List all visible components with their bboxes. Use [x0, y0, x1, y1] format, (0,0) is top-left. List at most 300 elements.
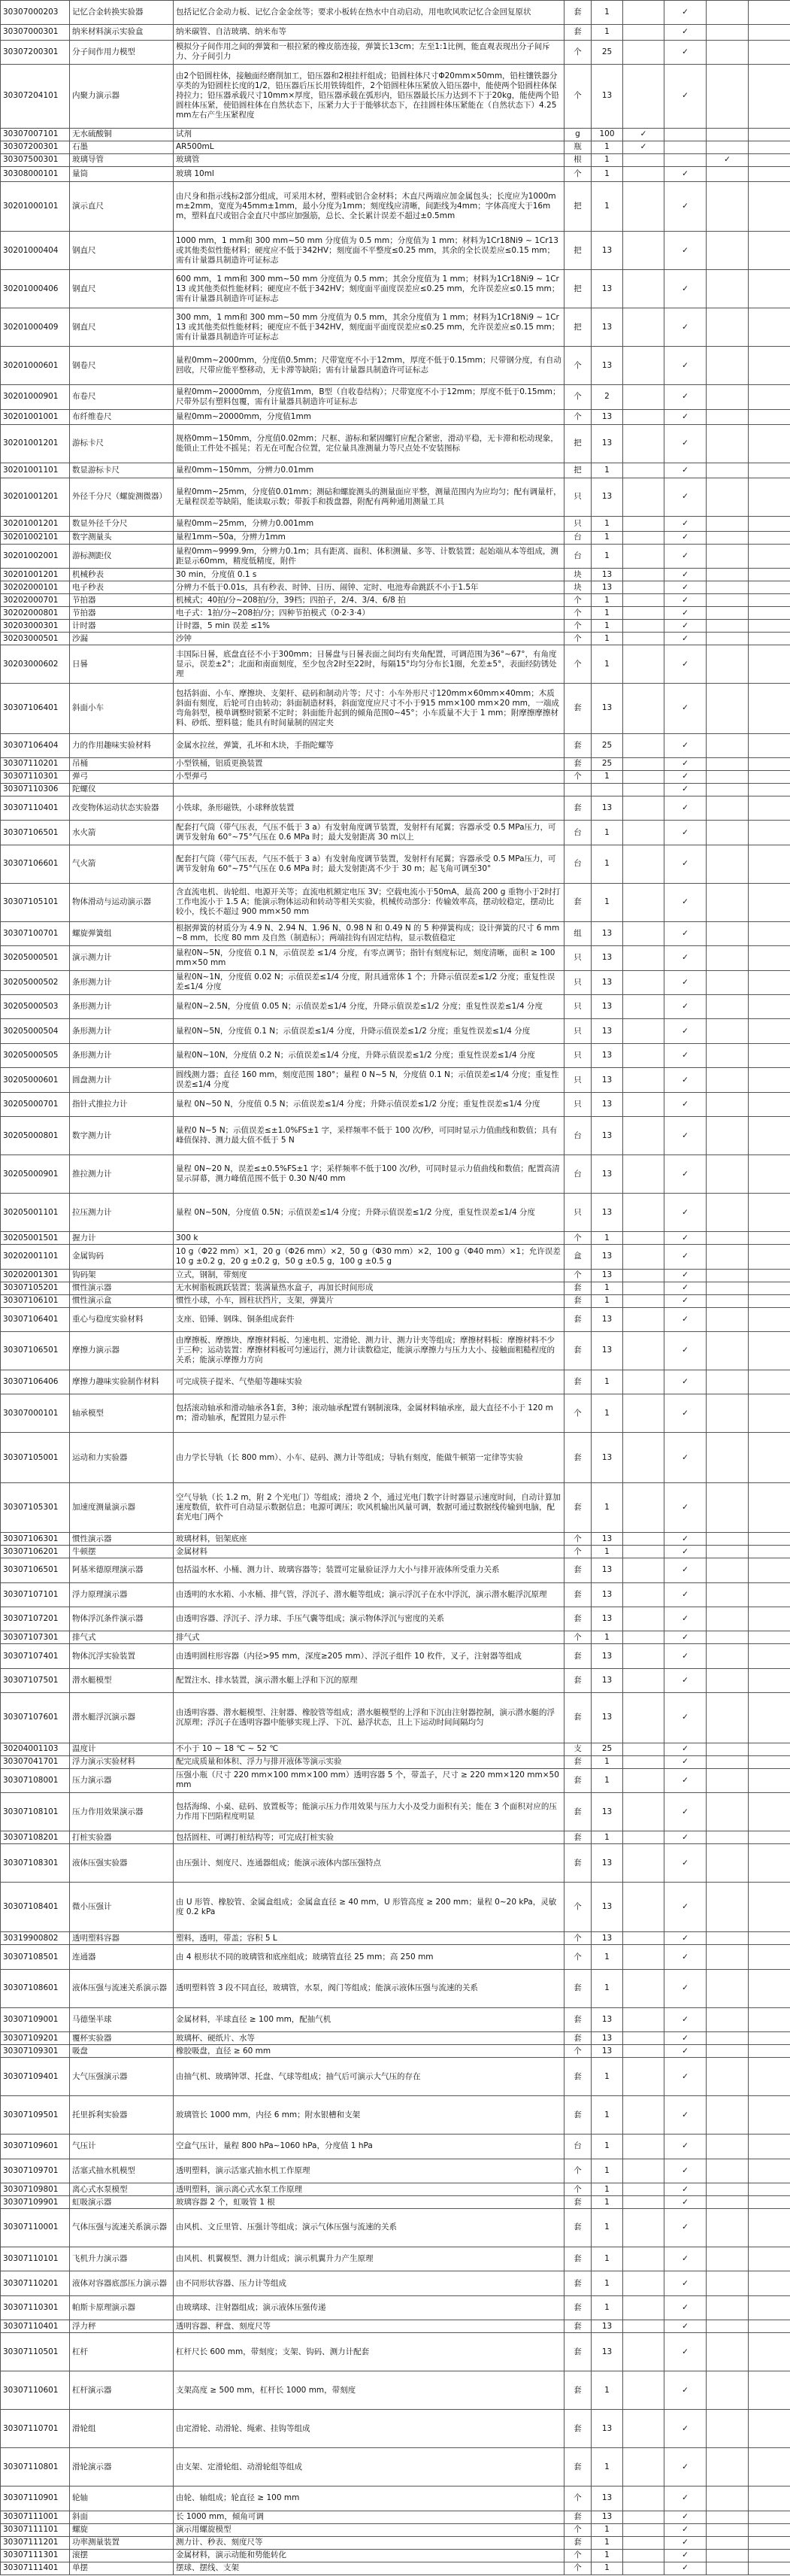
item-check-col4: [749, 1755, 790, 1768]
table-row: [1, 921, 790, 945]
table-row: [1, 1582, 790, 1607]
item-quantity: 1: [592, 1755, 623, 1768]
item-quantity: 13: [592, 1117, 623, 1155]
item-check-col3: [707, 1768, 749, 1792]
item-check-col2: ✓: [664, 2523, 707, 2536]
item-code: 30307107601: [1, 1693, 70, 1743]
item-check-col3: [707, 770, 749, 783]
item-check-col4: [749, 1533, 790, 1546]
item-name: 吊桶: [70, 757, 174, 770]
item-check-col1: [623, 181, 664, 231]
item-quantity: 13: [592, 424, 623, 463]
item-name: 滑轮组: [70, 2410, 174, 2448]
item-name: 功率测量装置: [70, 2536, 174, 2549]
item-check-col4: [749, 645, 790, 684]
item-description: [174, 783, 565, 796]
item-unit: g: [565, 128, 592, 141]
item-check-col3: [707, 1558, 749, 1582]
item-check-col3: [707, 796, 749, 820]
item-check-col4: [749, 2410, 790, 2448]
item-check-col4: [749, 569, 790, 581]
item-check-col2: ✓: [664, 845, 707, 883]
item-code: 30307000101: [1, 1394, 70, 1433]
item-check-col2: ✓: [664, 970, 707, 994]
item-quantity: 1: [592, 1631, 623, 1644]
item-check-col1: [623, 385, 664, 409]
item-check-col1: [623, 921, 664, 945]
table-row: [1, 796, 790, 820]
table-row: [1, 516, 790, 531]
item-description: 配套打气筒（带气压表，气压不低于 3 a）有发射角度调节装置，发射杆有尾翼；容器承受 0.5 MPa压力，可调节发射角 60°~75°气压在 0.6 MPa 时；最大发射距离 30 m以上: [174, 821, 565, 845]
item-description: 量程0mm~25mm，分辨力0.001mm: [174, 516, 565, 531]
item-code: 30201000601: [1, 347, 70, 385]
table-row: [1, 1793, 790, 1831]
item-quantity: 1: [592, 2096, 623, 2135]
item-check-col4: [749, 921, 790, 945]
item-code: 30307110901: [1, 2486, 70, 2511]
item-check-col4: [749, 1068, 790, 1092]
item-name: 杠杆演示器: [70, 2371, 174, 2410]
item-check-col1: [623, 684, 664, 733]
item-check-col4: [749, 1793, 790, 1831]
item-description: 分辨力不低于0.01s，具有秒表、时钟、日历、闹钟、定时、电池寿命跳跃不小于1.5年: [174, 581, 565, 594]
table-row: [1, 2183, 790, 2196]
table-row: [1, 141, 790, 153]
table-row: [1, 2209, 790, 2247]
item-unit: 台: [565, 544, 592, 568]
item-quantity: 2: [592, 385, 623, 409]
item-check-col1: [623, 1117, 664, 1155]
table-row: [1, 424, 790, 463]
item-check-col1: [623, 1945, 664, 1969]
item-description: 1000 mm，1 mm和 300 mm~50 mm 分度值为 0.5 mm；分度值为 1 mm；材料为1Cr18Ni9 ~ 1Cr13 或其他类似性能材料；硬度应不低于342HV；刻度面不平整度≤0.25 mm，其余的全长误差应≤0.15 mm；需有计量器具制造许可证标志: [174, 232, 565, 270]
item-check-col2: ✓: [664, 1844, 707, 1883]
table-row: [1, 783, 790, 796]
item-unit: 套: [565, 25, 592, 40]
item-check-col2: ✓: [664, 783, 707, 796]
table-row: [1, 1945, 790, 1969]
item-check-col2: ✓: [664, 1019, 707, 1043]
item-description: 包括海绵、小桌、砝码、放置板等；能演示压力作用效果与压力大小及受力面积有关；能在 3 个面积对应的压力作用下凹陷程度明显: [174, 1793, 565, 1831]
item-quantity: 13: [592, 2045, 623, 2058]
item-check-col2: ✓: [664, 1945, 707, 1969]
item-unit: 套: [565, 2032, 592, 2045]
table-row: [1, 1932, 790, 1945]
item-name: 钢卷尺: [70, 347, 174, 385]
item-check-col1: [623, 166, 664, 181]
item-quantity: 13: [592, 1844, 623, 1883]
item-description: 可完成筷子提米、气垫船等趣味实验: [174, 1370, 565, 1394]
item-unit: 块: [565, 569, 592, 581]
item-check-col3: [707, 645, 749, 684]
item-unit: 套: [565, 1668, 592, 1692]
item-unit: 把: [565, 308, 592, 347]
item-check-col2: ✓: [664, 1482, 707, 1532]
table-row: [1, 620, 790, 633]
item-name: 螺旋弹簧组: [70, 921, 174, 945]
item-check-col4: [749, 424, 790, 463]
item-quantity: 1: [592, 633, 623, 645]
item-quantity: 13: [592, 1092, 623, 1116]
item-quantity: 13: [592, 1793, 623, 1831]
item-check-col1: [623, 1269, 664, 1282]
item-check-col1: [623, 783, 664, 796]
item-code: 30205000502: [1, 970, 70, 994]
item-description: 30 min，分度值 0.1 s: [174, 569, 565, 581]
table-row: [1, 1370, 790, 1394]
item-name: 温度计: [70, 1743, 174, 1755]
item-description: 600 mm，1 mm和 300 mm~50 mm 分度值为 0.5 mm；其余分度值为 1 mm；材料为1Cr18Ni9 ~ 1Cr13 或其他类似性能材料；硬度应不低于342HV；刻度面平面度误差应≤0.25 mm，允许误差应≤0.15 mm；需有计量器具制造许可证标志: [174, 270, 565, 308]
item-quantity: 13: [592, 478, 623, 516]
item-unit: 套: [565, 2511, 592, 2523]
item-check-col3: [707, 232, 749, 270]
item-name: 液体压强实验器: [70, 1844, 174, 1883]
item-check-col4: [749, 2523, 790, 2536]
item-name: 物体滑动与运动演示器: [70, 883, 174, 921]
item-description: 塑料，透明，带盖；容积 5 L: [174, 1932, 565, 1945]
item-code: 30307200301: [1, 40, 70, 64]
item-check-col1: [623, 946, 664, 970]
item-quantity: 1: [592, 1546, 623, 1558]
item-code: 30307106501: [1, 821, 70, 845]
item-check-col4: [749, 153, 790, 166]
item-code: 30307109901: [1, 2196, 70, 2209]
table-row: [1, 478, 790, 516]
table-row: [1, 569, 790, 581]
item-check-col1: [623, 544, 664, 568]
table-row: [1, 1019, 790, 1043]
item-check-col3: [707, 1831, 749, 1844]
item-check-col2: ✓: [664, 995, 707, 1019]
item-check-col3: [707, 1482, 749, 1532]
item-check-col3: [707, 2183, 749, 2196]
table-row: [1, 821, 790, 845]
table-row: [1, 2333, 790, 2371]
item-code: 30307110601: [1, 2371, 70, 2410]
item-check-col3: [707, 757, 749, 770]
item-check-col3: [707, 2448, 749, 2486]
item-name: 压力作用效果演示器: [70, 1793, 174, 1831]
item-code: 30307107201: [1, 1607, 70, 1631]
item-description: 由摩擦板、摩擦块、摩擦材料板、匀速电机、定滑轮、测力计、测力计夹等组成；摩擦材料板：摩擦材料不少于三种；运动装置：摩擦材料板可匀速运行，测力计读数稳定，能演示摩擦力与压力大小、接触面粗糙程度的关系；能演示摩擦力方向: [174, 1331, 565, 1370]
item-check-col4: [749, 1433, 790, 1482]
item-quantity: 1: [592, 2135, 623, 2159]
item-check-col2: ✓: [664, 2209, 707, 2247]
item-check-col4: [749, 25, 790, 40]
table-row: [1, 2247, 790, 2271]
item-code: 30307108201: [1, 1831, 70, 1844]
item-check-col2: ✓: [664, 1793, 707, 1831]
item-check-col2: ✓: [664, 921, 707, 945]
item-check-col1: [623, 1932, 664, 1945]
item-description: 量程0mm~20000mm，分度值1mm: [174, 409, 565, 424]
item-check-col3: [707, 385, 749, 409]
item-description: 量程 0N~50 N，分度值 0.5 N；示值误差≤1/4 分度；升降示值误差≤1/2 分度；重复性误差≤1/4 分度: [174, 1092, 565, 1116]
item-check-col4: [749, 141, 790, 153]
item-name: 单摆: [70, 2562, 174, 2574]
table-row: [1, 970, 790, 994]
item-description: 由透明圆柱形容器（内径>95 mm，深度≥205 mm）、浮沉子组件 10 枚件，叉子，注射器等组成: [174, 1644, 565, 1668]
item-check-col3: [707, 733, 749, 757]
item-quantity: 13: [592, 1582, 623, 1607]
item-check-col1: [623, 153, 664, 166]
item-check-col1: [623, 2523, 664, 2536]
item-check-col4: [749, 308, 790, 347]
item-description: 配置注水、排水装置，演示潜水艇上浮和下沉的原理: [174, 1668, 565, 1692]
item-unit: 套: [565, 1831, 592, 1844]
item-check-col1: [623, 1282, 664, 1294]
item-unit: 只: [565, 946, 592, 970]
item-description: 由透明容器、潜水艇模型、注射器、橡胶管等组成；潜水艇模型的上浮和下沉由注射器控制，演示潜水艇的浮沉原理；浮沉子在透明容器中能够实现上浮、下沉、悬浮状态，且上下运动时间间隔均匀: [174, 1693, 565, 1743]
item-unit: 把: [565, 232, 592, 270]
item-description: 金属材料: [174, 1546, 565, 1558]
item-unit: 个: [565, 645, 592, 684]
item-check-col2: ✓: [664, 531, 707, 544]
item-check-col2: ✓: [664, 1068, 707, 1092]
item-name: 记忆合金转换实验器: [70, 1, 174, 25]
item-unit: 套: [565, 1, 592, 25]
item-code: 30203000602: [1, 645, 70, 684]
table-row: [1, 2135, 790, 2159]
item-check-col1: [623, 2536, 664, 2549]
item-check-col2: ✓: [664, 1331, 707, 1370]
item-check-col1: [623, 478, 664, 516]
table-row: [1, 1631, 790, 1644]
item-name: 拉压测力计: [70, 1194, 174, 1232]
item-check-col3: [707, 166, 749, 181]
item-check-col1: [623, 594, 664, 607]
item-check-col1: [623, 1558, 664, 1582]
table-row: [1, 757, 790, 770]
item-check-col4: [749, 1117, 790, 1155]
item-quantity: 13: [592, 1644, 623, 1668]
item-code: 30307109501: [1, 2096, 70, 2135]
item-description: 量程0mm~25mm，分度值0.01mm；测砧和螺旋测头的测量面应平整，测量范围内为应均匀；配有调量杆，无量程误差等缺陷，能读取示数；带扳手和拨盘器，附配有两种通用测量工具: [174, 478, 565, 516]
item-check-col2: ✓: [664, 385, 707, 409]
item-check-col2: ✓: [664, 463, 707, 478]
item-check-col1: [623, 1394, 664, 1433]
item-check-col4: [749, 1245, 790, 1269]
item-unit: 个: [565, 2183, 592, 2196]
item-unit: 个: [565, 385, 592, 409]
item-code: 30307110501: [1, 2333, 70, 2371]
item-name: 轮轴: [70, 2486, 174, 2511]
item-unit: 个: [565, 409, 592, 424]
item-unit: 把: [565, 463, 592, 478]
table-row: [1, 2295, 790, 2320]
item-check-col4: [749, 1932, 790, 1945]
item-name: 演示直尺: [70, 181, 174, 231]
item-quantity: 1: [592, 1394, 623, 1433]
item-check-col3: [707, 1092, 749, 1116]
item-name: 运动和力实验器: [70, 1433, 174, 1482]
item-unit: 个: [565, 1394, 592, 1433]
item-description: 根据弹簧的材质分为 4.9 N、2.94 N、1.96 N、0.98 N 和 0.49 N 的 5 种弹簧构成；设计弹簧的尺寸 6 mm~8 mm，长度 80 mm 及自然（制造标）；两端挂钩有固定结构，显示数值稳定: [174, 921, 565, 945]
table-row: [1, 594, 790, 607]
item-unit: 套: [565, 883, 592, 921]
item-check-col3: [707, 478, 749, 516]
item-check-col2: ✓: [664, 620, 707, 633]
item-unit: 套: [565, 2247, 592, 2271]
item-name: 气火箭: [70, 845, 174, 883]
item-check-col4: [749, 2159, 790, 2183]
item-check-col3: [707, 2096, 749, 2135]
item-unit: 个: [565, 2159, 592, 2183]
item-check-col3: [707, 141, 749, 153]
item-check-col2: ✓: [664, 1768, 707, 1792]
item-name: 飞机升力演示器: [70, 2247, 174, 2271]
item-check-col2: ✓: [664, 1558, 707, 1582]
item-name: 杠杆: [70, 2333, 174, 2371]
item-name: 金属钩码: [70, 1245, 174, 1269]
item-check-col2: ✓: [664, 1, 707, 25]
item-check-col3: [707, 1582, 749, 1607]
item-unit: 个: [565, 594, 592, 607]
item-quantity: 13: [592, 1668, 623, 1692]
item-check-col4: [749, 2448, 790, 2486]
item-check-col4: [749, 516, 790, 531]
item-code: 30204001103: [1, 1743, 70, 1755]
item-quantity: 13: [592, 1043, 623, 1067]
item-unit: 套: [565, 1969, 592, 2007]
item-quantity: 13: [592, 1558, 623, 1582]
item-check-col3: [707, 1883, 749, 1932]
item-unit: 套: [565, 2209, 592, 2247]
item-quantity: 1: [592, 883, 623, 921]
item-code: 30307106101: [1, 1294, 70, 1307]
item-check-col4: [749, 1546, 790, 1558]
item-check-col1: [623, 845, 664, 883]
item-description: 机械式；40拍/分~208拍/分，39档；四拍子，2/4、3/4、6/8 拍: [174, 594, 565, 607]
item-quantity: 1: [592, 845, 623, 883]
table-row: [1, 1768, 790, 1792]
item-check-col3: [707, 1644, 749, 1668]
item-code: 30201001201: [1, 516, 70, 531]
item-check-col3: [707, 2410, 749, 2448]
item-code: 30307106401: [1, 684, 70, 733]
item-check-col1: [623, 1883, 664, 1932]
item-code: 30307109401: [1, 2058, 70, 2096]
table-row: [1, 1755, 790, 1768]
item-check-col4: [749, 1307, 790, 1331]
item-check-col1: [623, 796, 664, 820]
item-check-col3: [707, 2549, 749, 2562]
item-check-col2: ✓: [664, 594, 707, 607]
item-code: 30307109601: [1, 2135, 70, 2159]
item-check-col3: [707, 1019, 749, 1043]
item-check-col1: [623, 633, 664, 645]
item-unit: 把: [565, 270, 592, 308]
item-check-col4: [749, 64, 790, 128]
item-name: 条形测力计: [70, 1043, 174, 1067]
item-check-col4: [749, 1043, 790, 1067]
table-row: [1, 1194, 790, 1232]
item-quantity: 13: [592, 1932, 623, 1945]
item-check-col1: [623, 1232, 664, 1245]
item-check-col4: [749, 1831, 790, 1844]
item-check-col4: [749, 1019, 790, 1043]
item-check-col2: ✓: [664, 1693, 707, 1743]
item-name: 条形测力计: [70, 995, 174, 1019]
item-check-col3: [707, 424, 749, 463]
item-code: 30307109301: [1, 2045, 70, 2058]
item-check-col4: [749, 2183, 790, 2196]
item-unit: 套: [565, 1331, 592, 1370]
item-check-col3: [707, 1, 749, 25]
item-unit: 只: [565, 1043, 592, 1067]
item-description: 模拟分子间作用之间的弹簧和一根拉紧的橡皮筋连接，弹簧长13cm；左至1:1比例，能直观表现出分子间斥力、分子间引力: [174, 40, 565, 64]
item-quantity: 1: [592, 2196, 623, 2209]
item-check-col1: [623, 2247, 664, 2271]
item-unit: 套: [565, 1844, 592, 1883]
table-row: [1, 531, 790, 544]
item-description: 玻璃材料，铝架底座: [174, 1533, 565, 1546]
item-description: 由不同形状容器、压力计等组成: [174, 2271, 565, 2295]
item-name: 托里拆利实验器: [70, 2096, 174, 2135]
item-code: 30202000701: [1, 594, 70, 607]
item-check-col3: [707, 1245, 749, 1269]
item-check-col2: ✓: [664, 1307, 707, 1331]
item-check-col2: ✓: [664, 1282, 707, 1294]
item-name: 浮力原理演示器: [70, 1582, 174, 1607]
item-check-col4: [749, 181, 790, 231]
item-check-col3: [707, 2486, 749, 2511]
item-quantity: 1: [592, 1282, 623, 1294]
item-description: 由力学长导轨（长 800 mm）、小车、砝码、测力计等组成；导轨有刻度，能做牛顿第一定律等实验: [174, 1433, 565, 1482]
item-check-col3: [707, 1546, 749, 1558]
table-row: [1, 1558, 790, 1582]
item-check-col1: [623, 1307, 664, 1331]
item-check-col3: [707, 40, 749, 64]
item-name: 摩擦力趣味实验制作材料: [70, 1370, 174, 1394]
item-check-col2: ✓: [664, 2320, 707, 2333]
item-check-col4: [749, 463, 790, 478]
table-row: [1, 1433, 790, 1482]
item-check-col3: [707, 1370, 749, 1394]
table-row: [1, 385, 790, 409]
item-code: 30203000501: [1, 633, 70, 645]
item-check-col4: [749, 1194, 790, 1232]
item-quantity: 1: [592, 620, 623, 633]
item-unit: 只: [565, 478, 592, 516]
table-row: [1, 633, 790, 645]
item-check-col4: [749, 2562, 790, 2574]
item-description: 支座、铅锤、钢珠、铜条组成套件: [174, 1307, 565, 1331]
item-description: 玻璃管长 1000 mm，内径 6 mm；附水银槽和支架: [174, 2096, 565, 2135]
item-check-col4: [749, 1282, 790, 1294]
item-unit: 套: [565, 684, 592, 733]
table-row: [1, 995, 790, 1019]
item-name: 滑轮演示器: [70, 2448, 174, 2486]
item-description: 300 k: [174, 1232, 565, 1245]
item-name: 圆盘测力计: [70, 1068, 174, 1092]
item-check-col2: ✓: [664, 2135, 707, 2159]
item-check-col4: [749, 531, 790, 544]
item-check-col1: [623, 40, 664, 64]
item-check-col4: [749, 2271, 790, 2295]
item-code: 30307106406: [1, 1370, 70, 1394]
item-check-col1: [623, 2196, 664, 2209]
item-name: 量筒: [70, 166, 174, 181]
item-name: 数字测量头: [70, 531, 174, 544]
item-code: 30201001201: [1, 478, 70, 516]
item-check-col4: [749, 1969, 790, 2007]
table-row: [1, 40, 790, 64]
item-check-col4: [749, 620, 790, 633]
item-name: 石墨: [70, 141, 174, 153]
table-row: [1, 1394, 790, 1433]
item-check-col3: [707, 128, 749, 141]
